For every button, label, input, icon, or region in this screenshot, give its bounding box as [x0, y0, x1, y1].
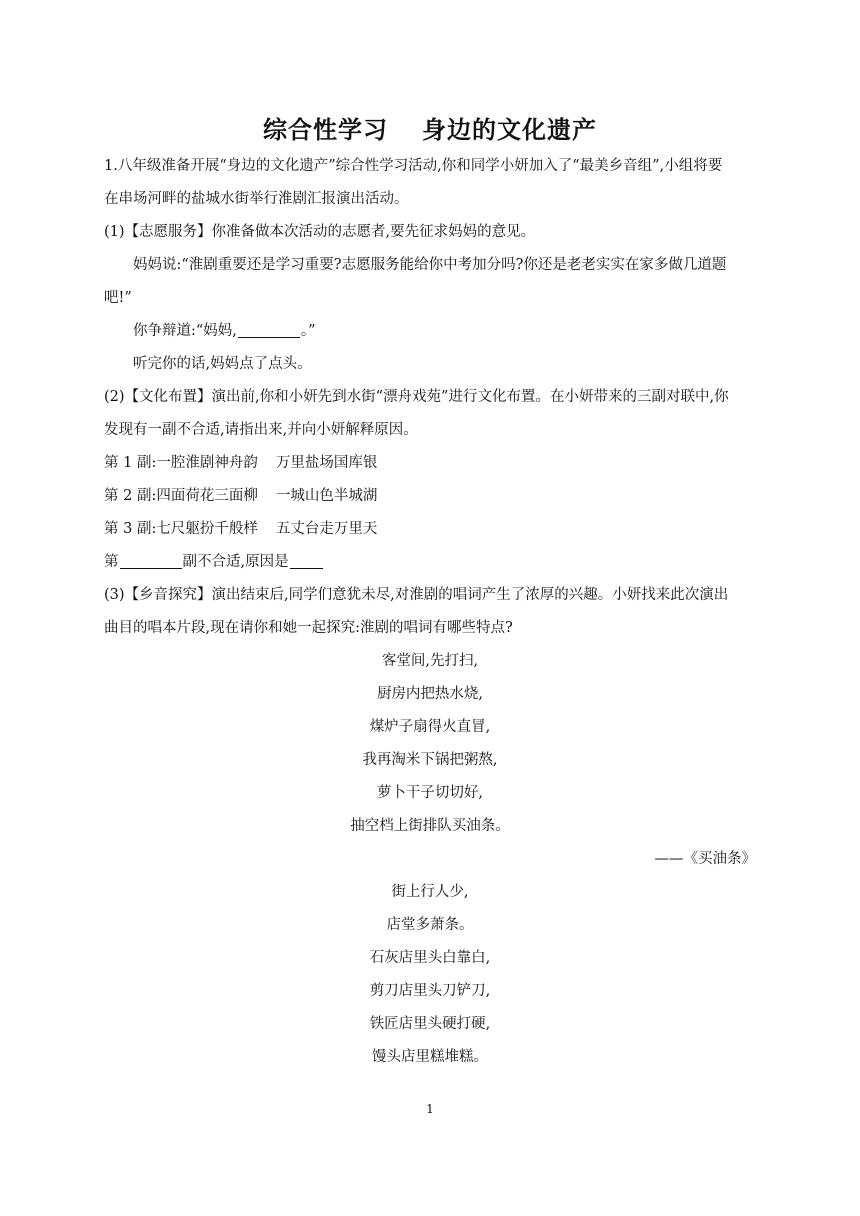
couplet-label: 第 2 副:	[104, 488, 157, 504]
lyric-line: 抽空档上街排队买油条。	[350, 818, 510, 834]
couplet-lower: 万里盐场国库银	[275, 455, 378, 471]
q1-mom-line-1: 妈妈说:“淮剧重要还是学习重要?志愿服务能给你中考加分吗?你还是老老实实在家多做几道题	[133, 257, 727, 273]
q3-line-1: (3)【乡音探究】演出结束后,同学们意犹未尽,对淮剧的唱词产生了浓厚的兴趣。小妍找来此次演出	[104, 587, 729, 603]
intro-line-2: 在串场河畔的盐城水街举行淮剧汇报演出活动。	[104, 191, 409, 207]
lyric-line: 街上行人少,	[391, 884, 469, 900]
q2-answer-line	[104, 546, 756, 579]
title-part-1: 综合性学习	[263, 116, 388, 144]
lyrics-excerpt-1	[104, 645, 756, 876]
lyric-line: 厨房内把热水烧,	[376, 686, 484, 702]
lyric-line: 店堂多萧条。	[386, 917, 474, 933]
couplet-upper: 一腔淮剧神舟韵	[156, 455, 258, 471]
q3-line-2: 曲目的唱本片段,现在请你和她一起探究:淮剧的唱词有哪些特点?	[104, 620, 513, 636]
lyric-line: 铁匠店里头硬打硬,	[369, 1016, 491, 1032]
lyric-line: 客堂间,先打扫,	[381, 653, 479, 669]
lyric-line: 煤炉子扇得火直冒,	[369, 719, 491, 735]
q1-mom-line-2: 吧!”	[104, 290, 132, 306]
q1-reply	[104, 315, 756, 348]
title-part-2: 身边的文化遗产	[422, 116, 597, 144]
couplet-label: 第 3 副:	[104, 521, 157, 537]
lyrics-source: ——《买油条》	[654, 851, 756, 867]
couplet-upper: 七尺躯扮千般样	[156, 521, 258, 537]
couplet-1	[104, 447, 756, 480]
lyric-line: 萝卜干子切切好,	[376, 785, 484, 801]
q2-number-blank[interactable]	[120, 550, 182, 569]
q2-line-2: 发现有一副不合适,请指出来,并向小妍解释原因。	[104, 422, 418, 438]
lyric-line: 石灰店里头白靠白,	[369, 950, 491, 966]
q1-heading: (1)【志愿服务】你准备做本次活动的志愿者,要先征求妈妈的意见。	[104, 224, 536, 240]
q1-reply-suffix: 。”	[300, 323, 316, 339]
page-title	[0, 110, 860, 145]
q2-answer-middle: 副不合适,原因是	[182, 554, 289, 570]
page-number: 1	[426, 1102, 434, 1116]
lyric-line: 剪刀店里头刀铲刀,	[369, 983, 491, 999]
lyric-line: 我再淘米下锅把粥熬,	[362, 752, 498, 768]
lyric-line: 馒头店里糕堆糕。	[372, 1049, 488, 1065]
intro-line-1: 1.八年级准备开展“身边的文化遗产”综合性学习活动,你和同学小妍加入了“最美乡音组”,小组将要	[104, 158, 723, 174]
q2-reason-blank[interactable]	[290, 550, 323, 569]
q2-answer-prefix: 第	[104, 554, 119, 570]
question-body	[104, 150, 756, 1074]
couplet-3	[104, 513, 756, 546]
q2-line-1: (2)【文化布置】演出前,你和小妍先到水街“漂舟戏苑”进行文化布置。在小妍带来的三副对联中,你	[104, 389, 729, 405]
couplet-upper: 四面荷花三面柳	[156, 488, 258, 504]
q1-answer-blank[interactable]	[238, 319, 300, 338]
couplet-lower: 五丈台走万里天	[275, 521, 378, 537]
couplet-label: 第 1 副:	[104, 455, 157, 471]
q1-reply-prefix: 你争辩道:“妈妈,	[133, 323, 237, 339]
lyrics-excerpt-2	[104, 876, 756, 1074]
couplet-2	[104, 480, 756, 513]
q1-end: 听完你的话,妈妈点了点头。	[133, 356, 312, 372]
couplet-lower: 一城山色半城湖	[275, 488, 378, 504]
